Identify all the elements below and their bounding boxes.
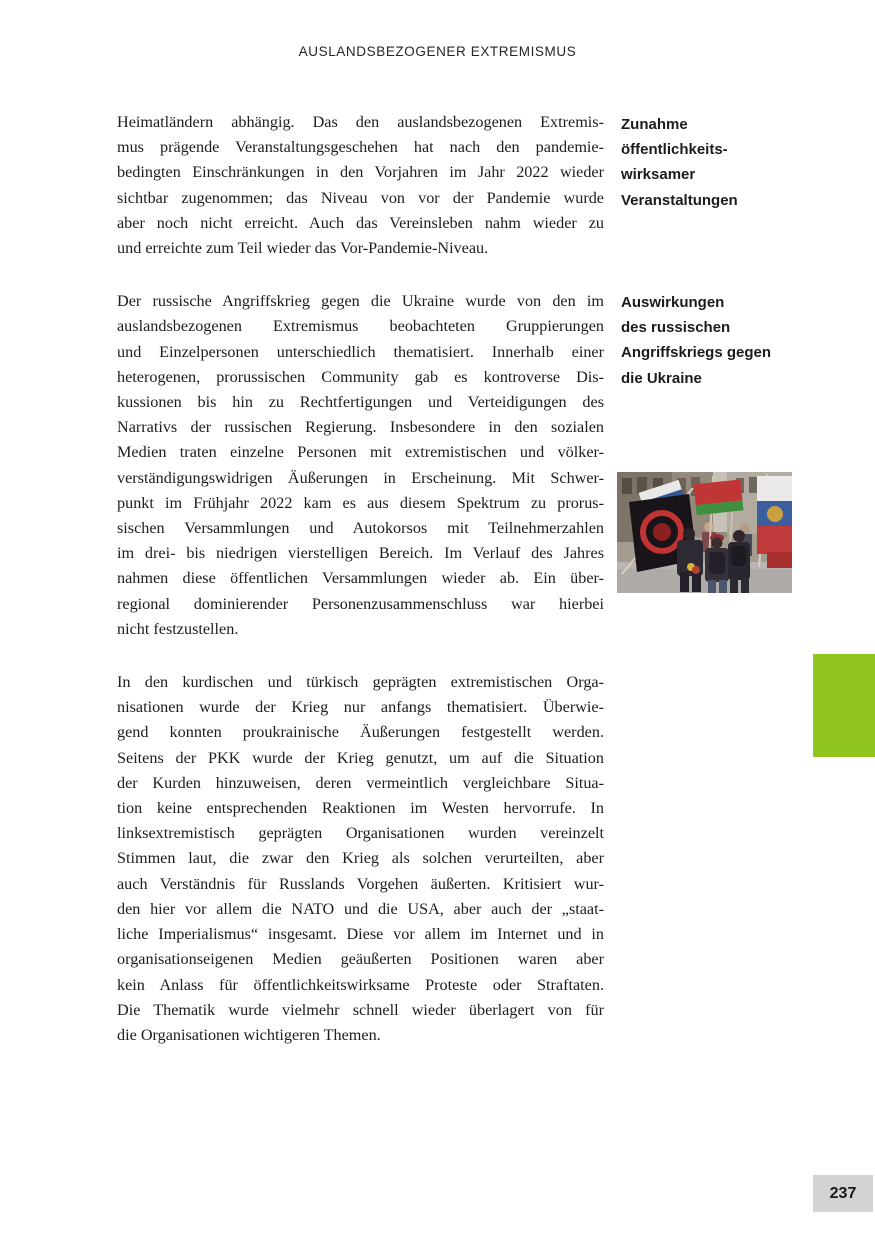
text-line: nisationen wurde der Krieg nur anfangs thematisiert. Überwie- [117,698,604,717]
page-number-box [813,1175,873,1212]
text-line: organisationseigenen Medien geäußerten Positionen waren aber [117,950,604,969]
text-line: Narrativs der russischen Regierung. Insbesondere in den sozialen [117,418,604,437]
text-line: kussionen bis hin zu Rechtfertigungen und Verteidigungen des [117,393,604,412]
chapter-color-tab [813,654,875,757]
demonstration-photo [617,472,792,593]
body-text-column [117,110,604,1076]
margin-note-line: Veranstaltungen [621,191,738,209]
text-line: Der russische Angriffskrieg gegen die Ukraine wurde von den im [117,292,604,311]
text-line: und erreichte zum Teil wieder das Vor-Pandemie-Niveau. [117,239,489,258]
text-line: nahmen diese öffentlichen Versammlungen wieder ab. Ein über- [117,569,604,588]
text-line: die Organisationen wichtigeren Themen. [117,1025,381,1044]
text-line: bedingten Einschränkungen in den Vorjahren im Jahr 2022 wieder [117,163,604,182]
margin-note-line: Zunahme [621,116,688,133]
text-line: auch Verständnis für Russlands Vorgehen äußerten. Kritisiert wur- [117,874,604,893]
text-line: aber noch nicht erreicht. Auch das Vereinsleben nahm wieder zu [117,213,604,232]
text-line: Medien traten einzelne Personen mit extremistischen und völker- [117,443,604,462]
margin-note-line: wirksamer [621,166,696,184]
text-line: regional dominierender Personenzusammenschluss war hierbei [117,594,604,613]
margin-note-line: Auswirkungen [621,294,725,311]
text-line: heterogenen, prorussischen Community gab es kontroverse Dis- [117,367,604,386]
text-line: liche Imperialismus“ insgesamt. Diese vor allem im Internet und in [117,925,604,944]
text-line: Die Thematik wurde vielmehr schnell wieder überlagert von für [117,1000,604,1019]
text-line: der Kurden hinzuweisen, deren vermeintlich vergleichbare Situa- [117,773,604,792]
page-number: 237 [829,1184,857,1202]
text-line: Stimmen laut, die zwar den Krieg als solchen verurteilten, aber [117,849,604,868]
text-line: mus prägende Veranstaltungsgeschehen hat nach den pandemie- [117,138,604,157]
text-line: Heimatländern abhängig. Das den auslandsbezogenen Extremis- [117,113,604,131]
text-line: den hier vor allem die NATO und die USA, aber auch der „staat- [117,899,604,918]
margin-note-line: die Ukraine [621,369,702,387]
text-line: linksextremistisch geprägten Organisationen wurden vereinzelt [117,824,604,843]
text-line: nicht festzustellen. [117,619,239,638]
paragraph [117,110,604,261]
margin-note-line: öffentlichkeits- [621,141,728,159]
text-line: und Einzelpersonen unterschiedlich thematisiert. Innerhalb einer [117,342,604,361]
margin-note-veranstaltungen [621,112,801,213]
text-line: Seitens der PKK wurde der Krieg genutzt, um auf die Situation [117,748,604,767]
text-line: kein Anlass für öffentlichkeitswirksame Proteste oder Straftaten. [117,975,604,994]
text-line: sischen Versammlungen und Autokorsos mit Teilnehmerzahlen [117,519,604,538]
margin-note-line: des russischen [621,319,731,337]
text-line: verständigungswidrigen Äußerungen in Erscheinung. Mit Schwer- [117,468,604,487]
text-line: im drei- bis niedrigen vierstelligen Bereich. Im Verlauf des Jahres [117,544,604,563]
paragraph [117,289,604,642]
paragraph [117,670,604,1048]
margin-note-line: Angriffskriegs gegen [621,344,772,362]
text-line: tion keine entsprechenden Reaktionen im Westen hervorrufe. In [117,799,604,818]
text-line: punkt im Frühjahr 2022 kam es aus diesem Spektrum zu prorus- [117,493,604,512]
text-line: sichtbar zugenommen; das Niveau von vor der Pandemie wurde [117,188,604,207]
text-line: auslandsbezogenen Extremismus beobachteten Gruppierungen [117,317,604,336]
text-line: In den kurdischen und türkisch geprägten extremistischen Orga- [117,673,604,692]
text-line: gend konnten proukrainische Äußerungen festgestellt werden. [117,723,604,742]
running-header [0,44,875,59]
running-header-title: AUSLANDSBEZOGENER EXTREMISMUS [298,44,577,59]
margin-note-ukraine [621,290,801,391]
